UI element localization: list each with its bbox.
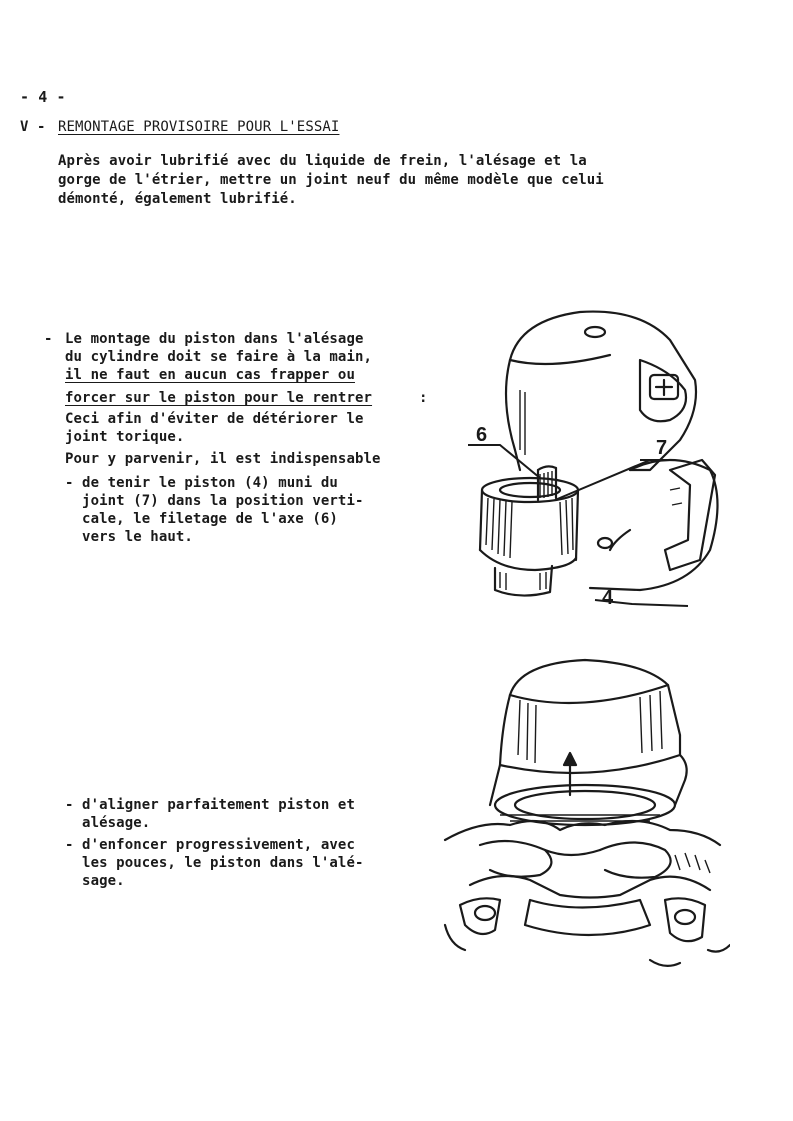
block2-step2-line-1: - d'enfoncer progressivement, avec <box>65 837 355 853</box>
page-number: - 4 - <box>20 88 66 106</box>
callout-4: 4 <box>602 587 614 609</box>
block2-step2-line-3: sage. <box>65 873 125 889</box>
caliper-piston-figure <box>440 300 730 620</box>
block1-warning-1: il ne faut en aucun cas frapper ou <box>65 367 355 383</box>
hands-piston-figure <box>440 655 730 975</box>
intro-line-1: Après avoir lubrifié avec du liquide de frein, l'alésage et la <box>58 153 587 169</box>
block2-step1-line-1: - d'aligner parfaitement piston et <box>65 797 355 813</box>
callout-7: 7 <box>656 437 668 459</box>
callout-6: 6 <box>476 424 488 446</box>
block1-warning-colon: : <box>419 390 428 406</box>
intro-line-2: gorge de l'étrier, mettre un joint neuf du même modèle que celui <box>58 172 604 188</box>
block1-line-2: du cylindre doit se faire à la main, <box>65 349 373 365</box>
block1-bullet: - <box>44 331 53 347</box>
block2-step2-line-2: les pouces, le piston dans l'alé- <box>65 855 364 871</box>
block1-step-2: joint (7) dans la position verti- <box>65 493 364 509</box>
section-numeral: V - <box>20 119 46 135</box>
block1-lead: Pour y parvenir, il est indispensable <box>65 451 381 467</box>
section-title: REMONTAGE PROVISOIRE POUR L'ESSAI <box>58 119 340 135</box>
block1-step-1: - de tenir le piston (4) muni du <box>65 475 338 491</box>
block1-step-4: vers le haut. <box>65 529 193 545</box>
intro-line-3: démonté, également lubrifié. <box>58 191 297 207</box>
block1-step-3: cale, le filetage de l'axe (6) <box>65 511 338 527</box>
block2-step1-line-2: alésage. <box>65 815 151 831</box>
block1-warning-2: forcer sur le piston pour le rentrer <box>65 390 373 406</box>
block1-line-1: Le montage du piston dans l'alésage <box>65 331 364 347</box>
block1-reason-1: Ceci afin d'éviter de détériorer le <box>65 411 364 427</box>
block1-reason-2: joint torique. <box>65 429 185 445</box>
